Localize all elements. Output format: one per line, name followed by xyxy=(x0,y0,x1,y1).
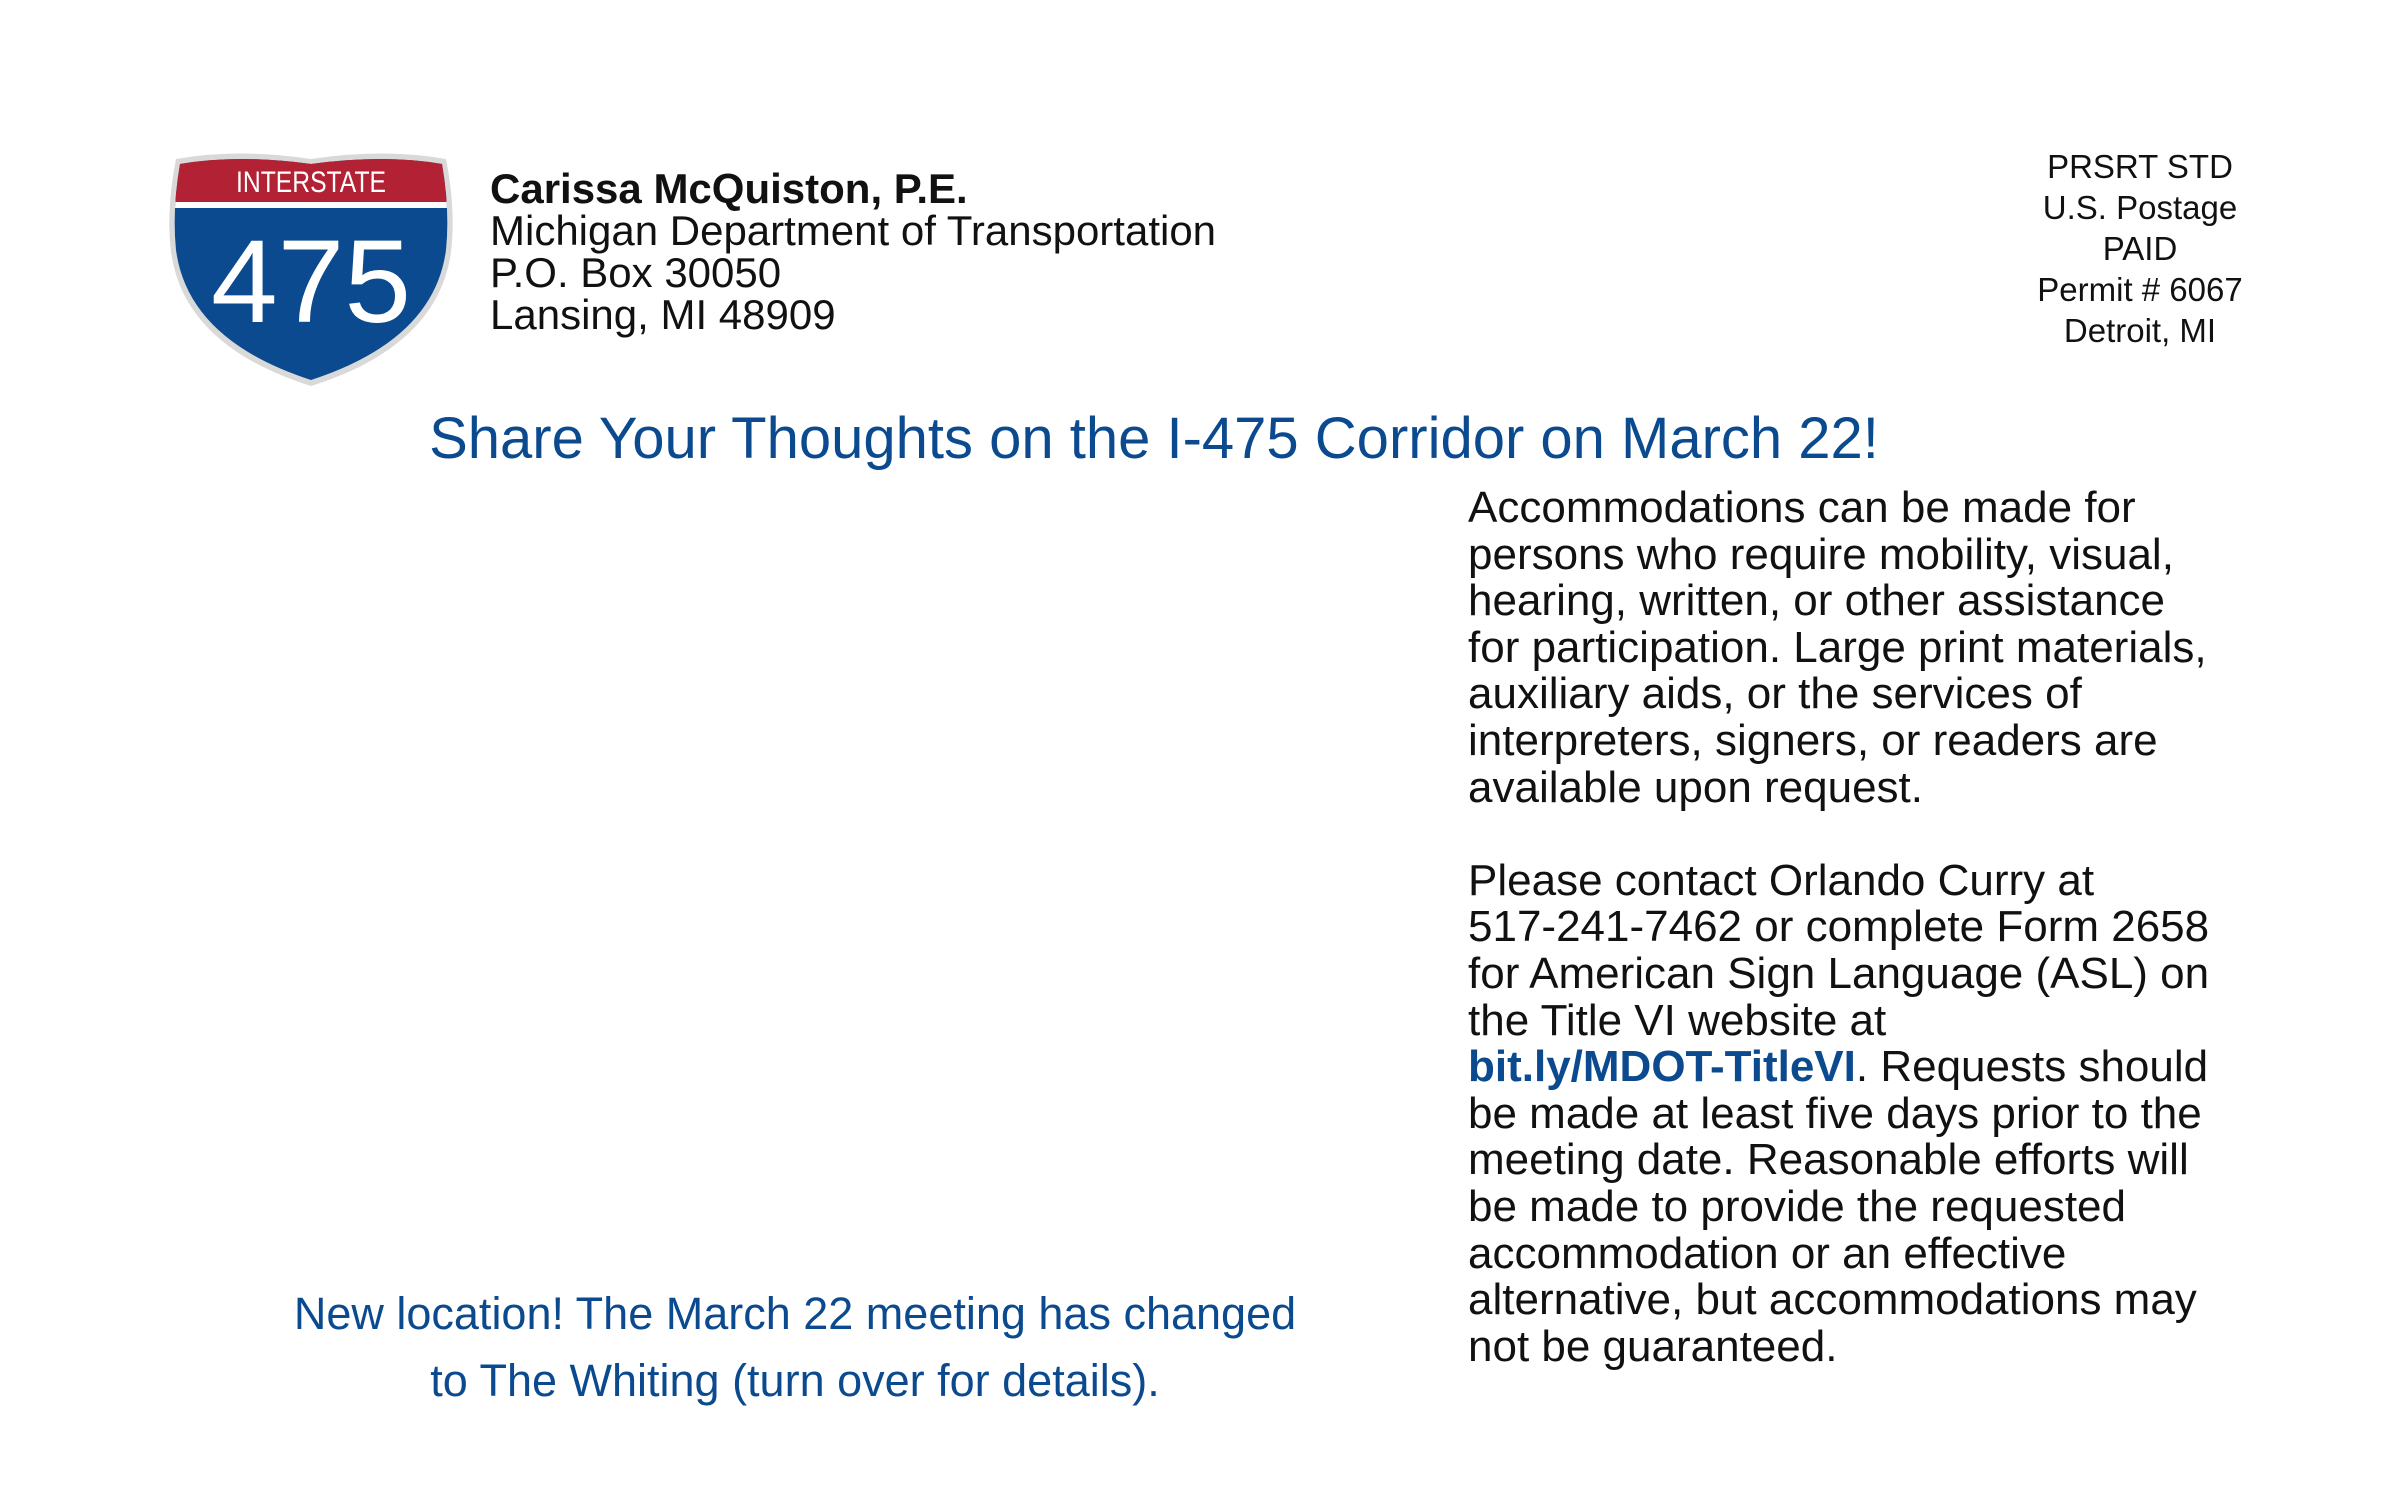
notice-line: auxiliary aids, or the services of xyxy=(1468,669,2082,719)
postage-location: Detroit, MI xyxy=(2063,312,2217,349)
notice-line: be made to provide the requested xyxy=(1468,1181,2127,1231)
postage-line: PAID xyxy=(2102,230,2178,267)
new-location-line: to The Whiting (turn over for details). xyxy=(430,1355,1160,1406)
new-location-notice xyxy=(200,1280,1390,1414)
postage-indicia xyxy=(1975,146,2305,351)
notice-line: persons who require mobility, visual, xyxy=(1468,529,2174,579)
accommodations-paragraph xyxy=(1468,485,2368,811)
sender-organization: Michigan Department of Transportation xyxy=(490,207,1217,254)
notice-line: for participation. Large print materials, xyxy=(1468,622,2207,672)
title-vi-link[interactable]: bit.ly/MDOT-TitleVI xyxy=(1468,1042,1856,1092)
notice-line: interpreters, signers, or readers are xyxy=(1468,715,2158,765)
accommodations-notice xyxy=(1468,485,2368,1370)
notice-line: Accommodations can be made for xyxy=(1468,483,2136,532)
sender-po-box: P.O. Box 30050 xyxy=(490,249,782,296)
postage-line: U.S. Postage xyxy=(2042,189,2238,226)
notice-line xyxy=(1468,1044,2368,1091)
contact-paragraph xyxy=(1468,855,2368,1371)
new-location-line: New location! The March 22 meeting has changed xyxy=(293,1288,1297,1339)
paragraph-spacer xyxy=(1468,811,2368,858)
notice-line: Please contact Orlando Curry at xyxy=(1468,855,2095,905)
interstate-475-shield-icon xyxy=(168,150,454,388)
sender-city-state-zip: Lansing, MI 48909 xyxy=(490,291,836,338)
notice-line: the Title VI website at xyxy=(1468,995,1887,1045)
notice-line: not be guaranteed. xyxy=(1468,1321,1838,1371)
notice-line: alternative, but accommodations may xyxy=(1468,1275,2197,1325)
postage-line: PRSRT STD xyxy=(2047,148,2233,185)
notice-line: be made at least five days prior to the xyxy=(1468,1088,2202,1138)
sender-name: Carissa McQuiston, P.E. xyxy=(490,165,968,212)
notice-line: accommodation or an effective xyxy=(1468,1228,2067,1278)
notice-line: for American Sign Language (ASL) on xyxy=(1468,948,2210,998)
postage-permit: Permit # 6067 xyxy=(2037,271,2243,308)
notice-line: available upon request. xyxy=(1468,762,1923,812)
notice-line-rest: . Requests should xyxy=(1855,1042,2209,1092)
notice-line: 517-241-7462 or complete Form 2658 xyxy=(1468,902,2210,952)
notice-line: meeting date. Reasonable efforts will xyxy=(1468,1135,2189,1185)
return-address xyxy=(490,165,1217,338)
notice-line: hearing, written, or other assistance xyxy=(1468,576,2166,626)
shield-top-text: INTERSTATE xyxy=(236,166,386,199)
shield-number: 475 xyxy=(211,216,411,348)
page-title: Share Your Thoughts on the I-475 Corridor on March 22! xyxy=(429,406,1879,471)
